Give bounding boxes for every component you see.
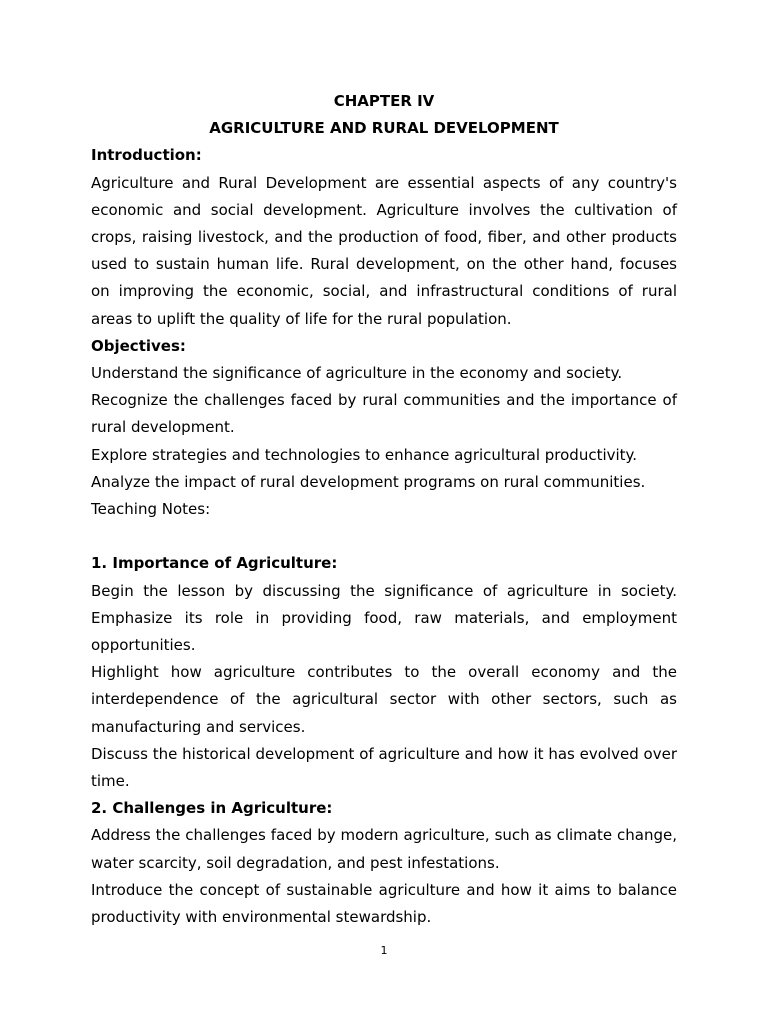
page-number: 1 (380, 944, 388, 957)
objectives-heading: Objectives: (91, 336, 186, 355)
objective-item: Understand the significance of agriculture in the economy and society. (91, 364, 623, 383)
blank-line (91, 523, 677, 550)
objective-item: Recognize the challenges faced by rural communities and the importance of rural development. (91, 391, 677, 437)
chapter-label: CHAPTER IV (333, 92, 435, 110)
section-1-paragraph: Discuss the historical development of agriculture and how it has evolved over time. (91, 744, 677, 791)
chapter-title: AGRICULTURE AND RURAL DEVELOPMENT (209, 119, 559, 138)
section-1-heading: 1. Importance of Agriculture: (91, 554, 338, 573)
objective-item: Explore strategies and technologies to enhance agricultural productivity. (91, 445, 638, 464)
section-1-paragraph: Highlight how agriculture contributes to the overall economy and the interdependence of the agricultural sector with other sectors, such as manufacturing and services. (91, 663, 677, 736)
section-2-heading: 2. Challenges in Agriculture: (91, 799, 333, 818)
section-2-paragraph: Introduce the concept of sustainable agriculture and how it aims to balance productivity with environmental stewardship. (91, 880, 677, 927)
section-2-paragraph: Address the challenges faced by modern agriculture, such as climate change, water scarcity, soil degradation, and pest infestations. (91, 826, 677, 872)
objective-item: Analyze the impact of rural development programs on rural communities. (91, 472, 646, 491)
section-1-paragraph: Begin the lesson by discussing the significance of agriculture in society. Emphasize its role in providing food, raw materials, and employment opportunities. (91, 581, 677, 655)
page-content (91, 88, 677, 931)
teaching-notes-label: Teaching Notes: (91, 500, 211, 519)
introduction-heading: Introduction: (91, 146, 202, 165)
introduction-paragraph: Agriculture and Rural Development are essential aspects of any country's economic and social development. Agriculture involves the cultivation of crops, raising livestock, and the production of food, fiber, and other products used to sustain human life. Rural development, on the other hand, focuses on improving the economic, social, and infrastructural conditions of rural areas to uplift the quality of life for the rural population. (91, 173, 677, 328)
